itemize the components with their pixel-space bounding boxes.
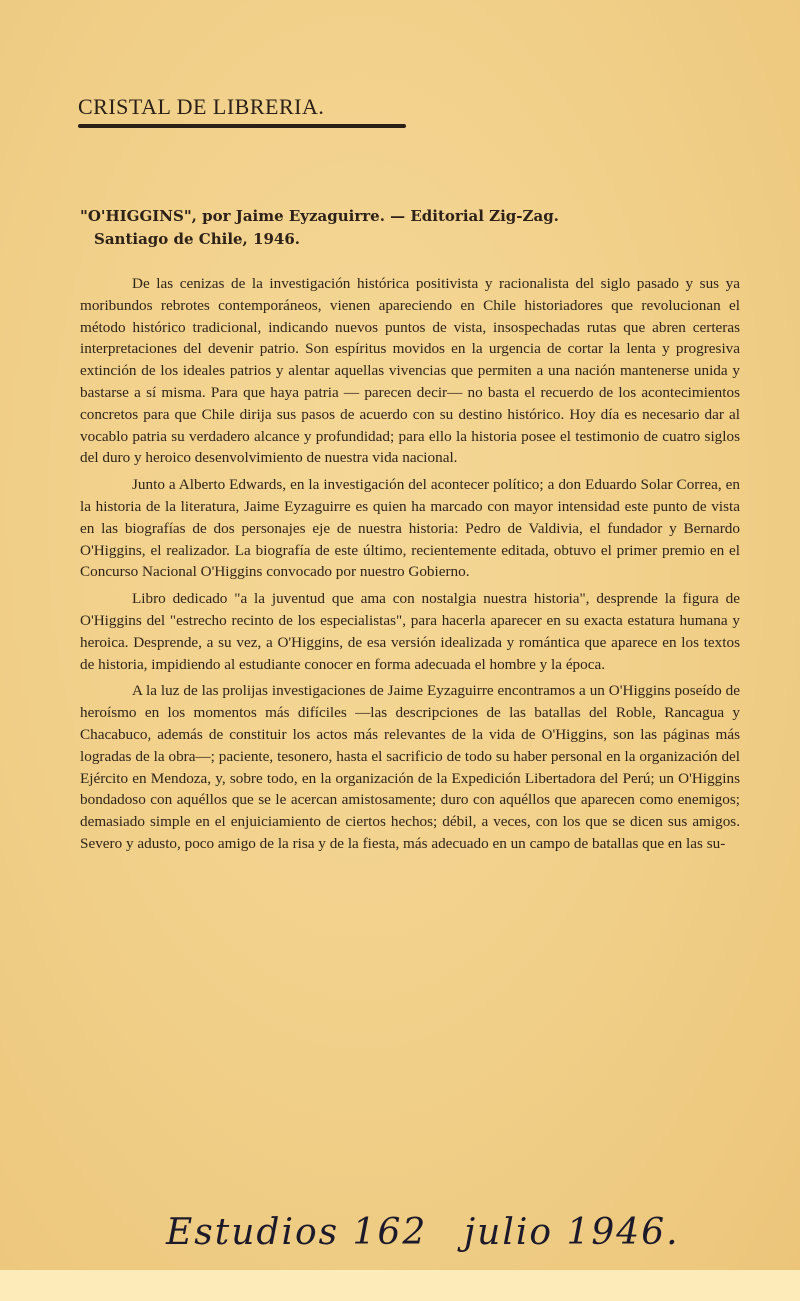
paragraph: Libro dedicado "a la juventud que ama con nostalgia nuestra historia", desprende la figura de O'Higgins del "estrecho recinto de los especialistas", para hacerla aparecer en su exacta estatura humana y heroica. Desprende, a su vez, a O'Higgins, de esa versión idealizada y romántica que aparece en los textos de historia, impidiendo al estudiante conocer en forma adecuada el hombre y la época. (80, 590, 740, 673)
handwritten-source: Estudios 162 (166, 1212, 428, 1253)
book-reference (80, 205, 740, 251)
paragraph: De las cenizas de la investigación histórica positivista y racionalista del siglo pasado y sus ya moribundos rebrotes contemporáneos, vienen apareciendo en Chile historiadores que revolucionan el método histórico tradicional, indicando nuevos puntos de vista, insospechadas rutas que abren certeras interpretaciones del devenir patrio. Son espíritus movidos en la urgencia de cortar la lenta y progresiva extinción de los ideales patrios y alentar aquellas vivencias que permiten a una nación mantenerse unida y bastarse a sí misma. Para que haya patria — parecen decir— no basta el recuerdo de los acontecimientos concretos para que Chile dirija sus pasos de acuerdo con su destino histórico. Hoy día es necesario dar al vocablo patria su verdadero alcance y profundidad; para ello la historia posee el testimonio de cuatro siglos del duro y heroico desenvolvimiento de nuestra vida nacional. (80, 275, 740, 467)
section-title: CRISTAL DE LIBRERIA. (78, 94, 325, 119)
review-body (80, 273, 740, 860)
paragraph: Junto a Alberto Edwards, en la investigación del acontecer político; a don Eduardo Solar Correa, en la historia de la literatura, Jaime Eyzaguirre es quien ha marcado con mayor intensidad este punto de vista en las biografías de dos personajes eje de nuestra historia: Pedro de Valdivia, el fundador y Bernardo O'Higgins, el realizador. La biografía de este último, recientemente editada, obtuvo el primer premio en el Concurso Nacional O'Higgins convocado por nuestro Gobierno. (80, 476, 740, 581)
page-bottom-margin (0, 1270, 800, 1301)
title-underline (78, 124, 406, 128)
book-reference-line-1: "O'HIGGINS", por Jaime Eyzaguirre. — Editorial Zig-Zag. (80, 207, 559, 225)
book-reference-line-2: Santiago de Chile, 1946. (94, 230, 300, 248)
paragraph: A la luz de las prolijas investigaciones de Jaime Eyzaguirre encontramos a un O'Higgins poseído de heroísmo en los momentos más difíciles —las descripciones de las batallas del Roble, Rancagua y Chacabuco, además de constituir los actos más relevantes de la vida de O'Higgins, son las páginas más logradas de la obra—; paciente, tesonero, hasta el sacrificio de todo su haber personal en la organización del Ejército en Mendoza, y, sobre todo, en la organización de la Expedición Libertadora del Perú; un O'Higgins bondadoso con aquéllos que se le acercan amistosamente; duro con aquéllos que aparecen como enemigos; demasiado simple en el enjuiciamiento de ciertos hechos; débil, a veces, con los que se dicen sus amigos. Severo y adusto, poco amigo de la risa y de la fiesta, más adecuado en un campo de batallas que en las su- (80, 682, 740, 852)
handwritten-date: julio 1946. (464, 1212, 680, 1253)
